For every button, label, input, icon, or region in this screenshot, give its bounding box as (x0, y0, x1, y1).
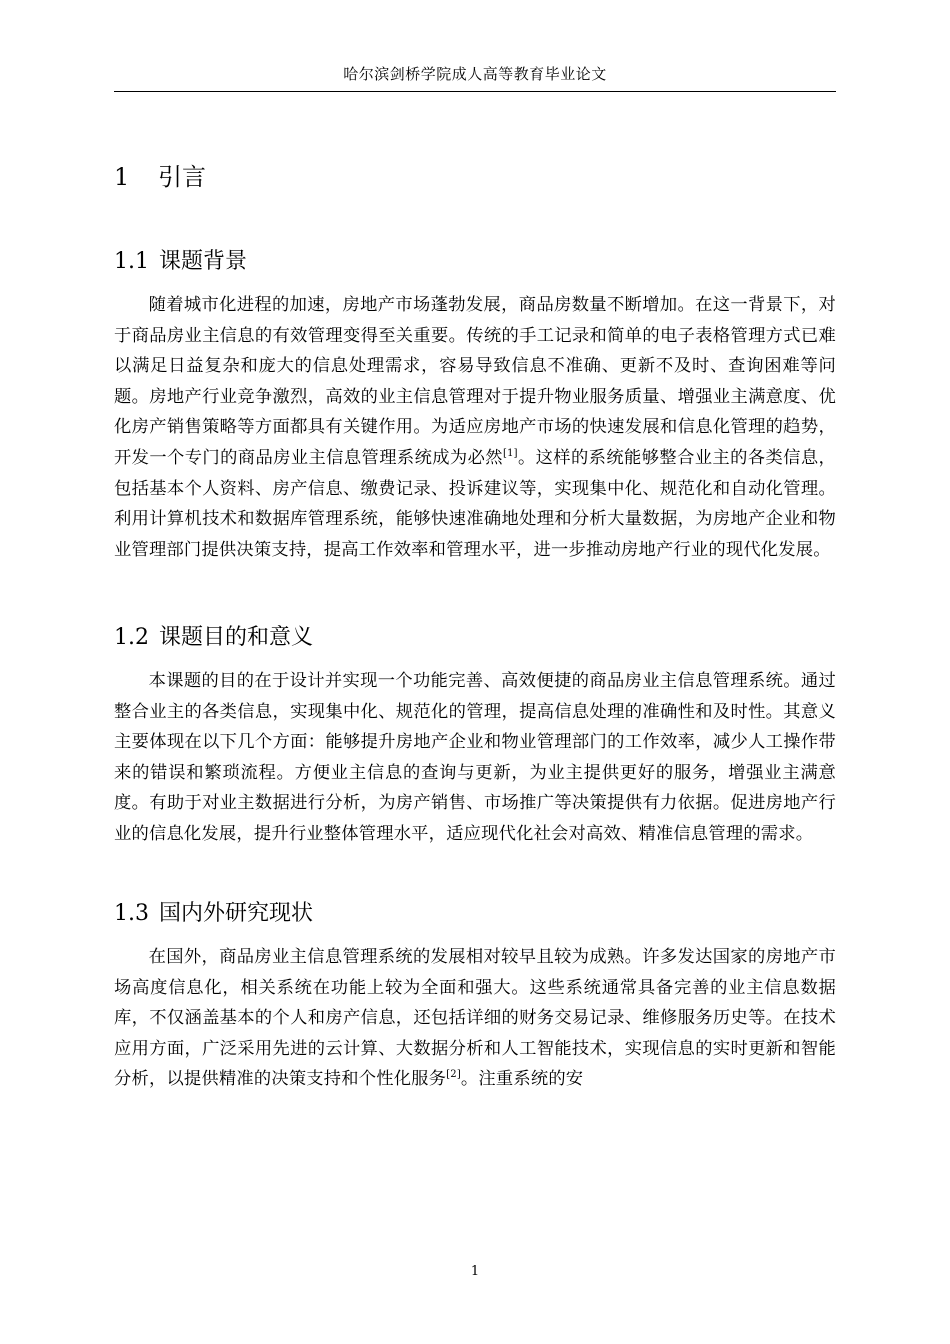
paragraph-text-continued: 。注重系统的安 (460, 1069, 584, 1090)
section-title-1-1 (114, 247, 247, 277)
page-number: 1 (470, 1264, 480, 1279)
citation-marker: [2] (446, 1069, 461, 1081)
section-1-3-paragraph (114, 942, 836, 1095)
section-1-2-paragraph: 本课题的目的在于设计并实现一个功能完善、高效便捷的商品房业主信息管理系统。通过整合业主的各类信息，实现集中化、规范化的管理，提高信息处理的准确性和及时性。其意义主要体现在以下几个方面：能够提升房地产企业和物业管理部门的工作效率，减少人工操作带来的错误和繁琐流程。方便业主信息的查询与更新，为业主提供更好的服务，增强业主满意度。有助于对业主数据进行分析，为房产销售、市场推广等决策提供有力依据。促进房地产行业的信息化发展，提升行业整体管理水平，适应现代化社会对高效、精准信息管理的需求。 (114, 671, 836, 844)
section-number: 1.2 (114, 625, 149, 650)
chapter-number: 1 (114, 163, 130, 191)
section-title-text: 国内外研究现状 (159, 901, 314, 926)
header-rule (114, 91, 836, 92)
paragraph-text: 随着城市化进程的加速，房地产市场蓬勃发展，商品房数量不断增加。在这一背景下，对于商品房业主信息的有效管理变得至关重要。传统的手工记录和简单的电子表格管理方式已难以满足日益复杂和庞大的信息处理需求，容易导致信息不准确、更新不及时、查询困难等问题。房地产行业竞争激烈，高效的业主信息管理对于提升物业服务质量、增强业主满意度、优化房产销售策略等方面都具有关键作用。为适应房地产市场的快速发展和信息化管理的趋势，开发一个专门的商品房业主信息管理系统成为必然 (114, 295, 836, 468)
section-number: 1.3 (114, 901, 149, 926)
paragraph-text-continued: 。这样的系统能够整合业主的各类信息，包括基本个人资料、房产信息、缴费记录、投诉建议等，实现集中化、规范化和自动化管理。利用计算机技术和数据库管理系统，能够快速准确地处理和分析大量数据，为房地产企业和物业管理部门提供决策支持，提高工作效率和管理水平，进一步推动房地产行业的现代化发展。 (114, 447, 836, 560)
section-title-text: 课题目的和意义 (159, 625, 314, 650)
section-title-text: 课题背景 (159, 249, 248, 274)
section-title-1-3 (114, 899, 313, 929)
paragraph-text: 在国外，商品房业主信息管理系统的发展相对较早且较为成熟。许多发达国家的房地产市场高度信息化，相关系统在功能上较为全面和强大。这些系统通常具备完善的业主信息数据库，不仅涵盖基本的个人和房产信息，还包括详细的财务交易记录、维修服务历史等。在技术应用方面，广泛采用先进的云计算、大数据分析和人工智能技术，实现信息的实时更新和智能分析，以提供精准的决策支持和个性化服务 (114, 947, 836, 1090)
running-header: 哈尔滨剑桥学院成人高等教育毕业论文 (343, 65, 607, 83)
section-title-1-2 (114, 623, 313, 653)
chapter-title-text: 引言 (158, 163, 206, 191)
citation-marker: [1] (502, 448, 518, 460)
section-1-1-paragraph (114, 290, 836, 565)
chapter-title (114, 160, 206, 194)
section-number: 1.1 (114, 249, 149, 274)
